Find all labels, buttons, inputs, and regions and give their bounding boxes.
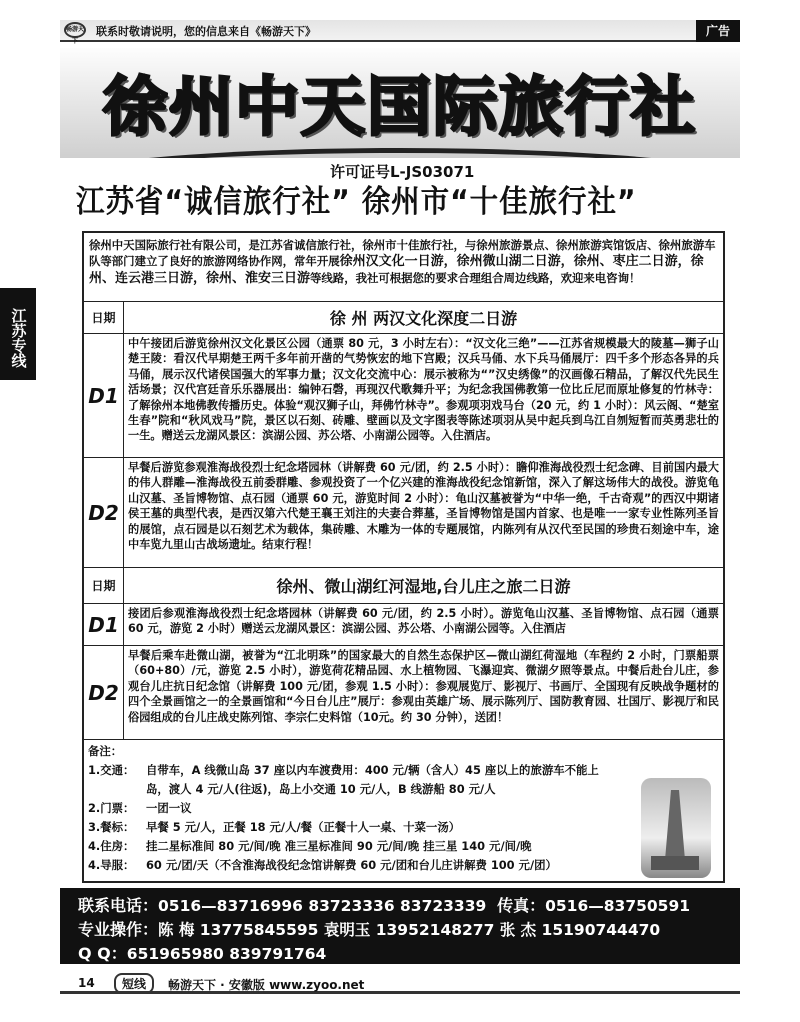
tour1-day1 — [84, 333, 723, 457]
monument-pillar — [665, 790, 685, 860]
date-label: 日期 — [84, 302, 124, 333]
notes-section — [84, 739, 723, 894]
intro-highlight: 徐州汉文化一日游，徐州微山湖二日游，徐州、枣庄二日游，徐州、连云港三日游，徐州、淮安三日游 — [89, 254, 704, 286]
intro-text-1: 徐州中天国际旅行社有限公司，是江苏省诚信旅行社，徐州市十佳旅行社，与徐州旅游景点、徐州旅游宾馆饭店、徐州旅游车队等部门建立了良好的旅游网络协作网，常年开展 — [89, 238, 716, 268]
ad-tag: 广告 — [696, 20, 740, 42]
qq-label: Q Q： — [78, 944, 127, 963]
note-key: 4.导服： — [88, 858, 135, 872]
note-item — [88, 818, 719, 837]
day-text: 中午接团后游览徐州汉文化景区公园（通票 80 元，3 小时左右）：“汉文化三绝”——江苏省规模最大的陵墓—狮子山楚王陵：看汉代早期楚王两千多年前开凿的气势恢宏的地下宫殿；汉兵马俑、水下兵马俑展厅：四千多个形态各异的兵马俑，展示汉代诸侯国强大的军事力量；汉文化交流中心：展示被称为“”汉史绣像”的汉画像石精品，了解汉代先民生活场景；汉代宫廷音乐乐器展出：编钟石磬，再现汉代歌舞升平；为纪念我国佛教第一位比丘尼而原址修复的竹林寺：了解徐州本地佛教传播历史。体验“观汉狮子山，拜佛竹林寺”。参观项羽戏马台（20 元，约 1 小时）：风云阁、“楚室生春”院和“秋风戏马”院，景区以石刻、砖雕、壁画以及文字图表等陈述项羽从吴中起兵到乌江自刎短暂而英勇悲壮的一生。赠送云龙湖风景区：滨湖公园、苏公塔、小南湖公园等。入住酒店。 — [128, 337, 719, 443]
page-number: 14 — [78, 976, 95, 990]
note-key: 2.门票： — [88, 801, 135, 815]
qq-numbers: 651965980 839791764 — [126, 945, 327, 963]
honors-line: 江苏省“诚信旅行社” 徐州市“十佳旅行社” — [76, 184, 637, 220]
note-item — [88, 799, 719, 818]
note-value: 早餐 5 元/人，正餐 18 元/人/餐（正餐十人一桌、十菜一汤） — [146, 820, 461, 834]
day-text: 接团后参观淮海战役烈士纪念塔园林（讲解费 60 元/团，约 2.5 小时）。游览龟山汉墓、圣旨博物馆、点石园（通票 60 元，游览 2 小时）赠送云龙湖风景区：滨湖公园、苏公塔、小南湖公园等。入住酒店 — [128, 607, 719, 636]
day-label: D1 — [84, 604, 124, 645]
note-value: 挂二星标准间 80 元/间/晚 准三星标准间 90 元/间/晚 挂三星 140 元/间/晚 — [146, 839, 532, 853]
agency-banner — [60, 48, 740, 158]
qq-line — [78, 942, 722, 966]
note-item — [88, 837, 719, 856]
day-label: D2 — [84, 458, 124, 567]
note-value: 一团一议 — [146, 801, 192, 815]
magazine-logo: 畅游天下 — [64, 22, 86, 38]
note-key: 1.交通： — [88, 763, 135, 777]
ops-label: 专业操作： — [78, 920, 159, 939]
source-note: 联系时敬请说明，您的信息来自《畅游天下》 — [96, 25, 316, 38]
date-label: 日期 — [84, 568, 124, 603]
tour-table — [82, 231, 725, 883]
note-key: 4.住房： — [88, 839, 135, 853]
contact-block — [60, 888, 740, 964]
agency-title: 徐州中天国际旅行社 — [103, 71, 697, 145]
ops-line — [78, 918, 722, 942]
tour2-day2 — [84, 645, 723, 739]
note-key: 3.餐标： — [88, 820, 135, 834]
note-item — [88, 761, 719, 799]
note-value: 自带车，A 线微山岛 37 座以内车渡费用：400 元/辆（含人）45 座以上的旅游车不能上岛，渡人 4 元/人(往返)，岛上小交通 10 元/人，B 线游船 80 元/人 — [146, 763, 599, 796]
magazine-name: 畅游天下 · 安徽版 www.zyoo.net — [168, 978, 365, 992]
fax-number: 0516—83750591 — [545, 897, 691, 915]
day-label: D1 — [84, 334, 124, 457]
monument-photo — [641, 778, 711, 878]
tour1-day2 — [84, 457, 723, 567]
day-label: D2 — [84, 646, 124, 739]
side-section-tab: 江苏专线 — [0, 288, 36, 380]
agency-intro — [84, 233, 723, 301]
tour1-header — [84, 301, 723, 333]
page-footer — [60, 970, 740, 994]
tour2-day1 — [84, 603, 723, 645]
day-text: 早餐后乘车赴微山湖，被誉为“江北明珠”的国家最大的自然生态保护区—微山湖红荷湿地（车程约 2 小时，门票船票（60+80）/元，游览 2.5 小时），游览荷花精品园、水上植物园、飞瀑迎宾、微湖夕照等景点。中餐后赴台儿庄，参观台儿庄抗日纪念馆（讲解费 100 元/团，参观 1.5 小时）：参观展览厅、影视厅、书画厅、全国现有反映战争题材的四个全景画馆之一的全景画馆和“今日台儿庄”展厅：参观由英雄广场、展示陈列厅、国防教育园、壮国厅、影视厅和民俗园组成的台儿庄战史陈列馆、李宗仁史料馆（10元。约 30 分钟），送团！ — [128, 649, 719, 724]
phone-line — [78, 894, 722, 918]
phone-numbers: 0516—83716996 83723336 83723339 — [158, 897, 487, 915]
top-bar — [60, 20, 740, 45]
phone-label: 联系电话： — [78, 896, 159, 915]
section-badge: 短线 — [114, 973, 154, 994]
day-text: 早餐后游览参观淮海战役烈士纪念塔园林（讲解费 60 元/团，约 2.5 小时）：瞻仰淮海战役烈士纪念碑、目前国内最大的伟人群雕—淮海战役五前委群雕、参观投资了一个亿兴建的淮海战役纪念馆新馆，深入了解这场伟大的战役。游览龟山汉墓、圣旨博物馆、点石园（通票 60 元，游览时间 2 小时）：龟山汉墓被誉为“中华一绝，千古奇观”的西汉中期诸侯王墓的典型代表，是西汉第六代楚王襄王刘注的夫妻合葬墓，圣旨博物馆是国内首家、也是唯一一家专业性陈列圣旨的展馆，点石园是以石刻艺术为载体，集砖雕、木雕为一体的专题展馆，内陈列有从汉代至民国的珍贵石刻途中车，途中车览九里山古战场遗址。结束行程！ — [128, 461, 719, 552]
monument-base — [651, 856, 699, 870]
tour2-header — [84, 567, 723, 603]
notes-title: 备注： — [88, 744, 123, 758]
banner-arc — [60, 148, 740, 158]
license-number: 许可证号L-JS03071 — [330, 163, 475, 181]
fax-label: 传真： — [497, 896, 546, 915]
ops-contacts: 陈 梅 13775845595 袁明玉 13952148277 张 杰 15190744470 — [158, 921, 661, 939]
tour2-title: 徐州、微山湖红河湿地,台儿庄之旅二日游 — [276, 577, 571, 596]
note-value: 60 元/团/天（不含淮海战役纪念馆讲解费 60 元/团和台儿庄讲解费 100 元/团） — [146, 858, 557, 872]
note-item — [88, 856, 719, 875]
intro-text-2: 等线路，我社可根据您的要求合理组合周边线路，欢迎来电咨询！ — [310, 271, 641, 285]
tour1-title: 徐 州 两汉文化深度二日游 — [329, 309, 518, 328]
